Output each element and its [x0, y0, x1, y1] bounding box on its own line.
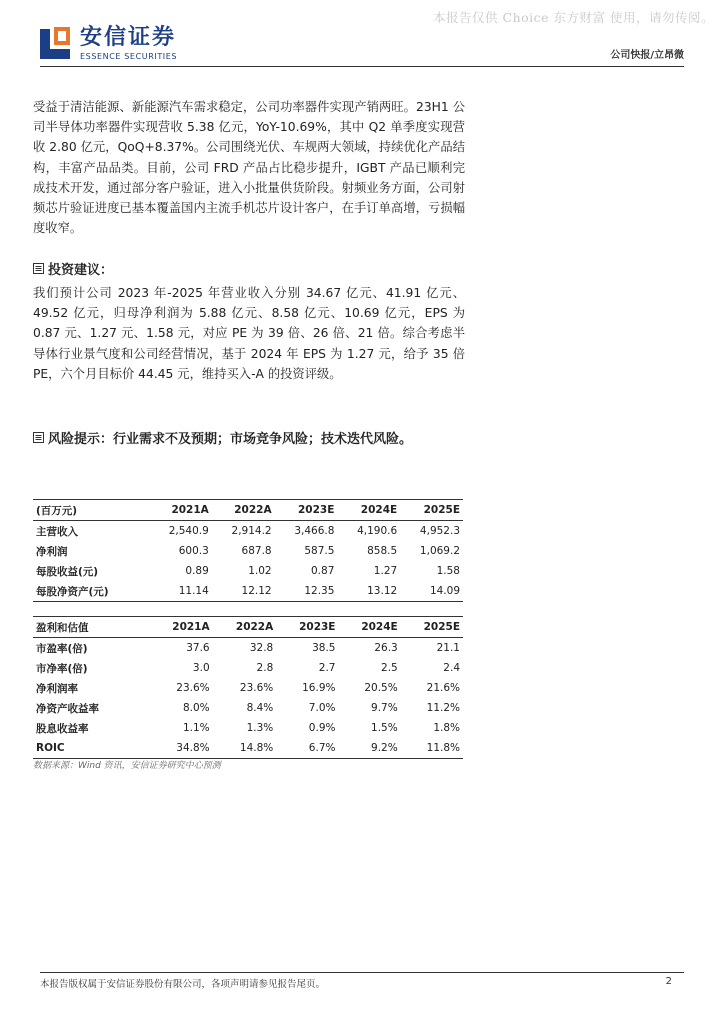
table-cell: 16.9% — [302, 682, 336, 694]
column-header: 2025E — [423, 504, 460, 516]
page-number: 2 — [665, 976, 672, 987]
investment-paragraph: 我们预计公司 2023 年-2025 年营业收入分别 34.67 亿元、41.91 亿元、49.52 亿元，归母净利润为 5.88 亿元、8.58 亿元、10.69 亿元，EPS 为 0.87 元、1.27 元、1.58 元，对应 PE 为 39 倍、26 倍、21 倍。综合考虑半导体行业景气度和公司经营情况，基于 2024 年 EPS 为 1.27 元，给予 35 倍 PE，六个月目标价 44.45 元，维持买入-A 的投资评级。 — [33, 286, 465, 381]
table-cell: 11.14 — [178, 585, 209, 597]
data-source-note: 数据来源：Wind 资讯，安信证券研究中心预测 — [33, 761, 221, 771]
row-label: 市盈率(倍) — [36, 642, 88, 655]
table-cell: 9.2% — [371, 742, 398, 754]
table-header-row — [33, 500, 463, 521]
table-cell: 0.9% — [308, 722, 336, 734]
logo-mark-icon — [40, 27, 72, 61]
table-cell: 14.09 — [429, 585, 460, 597]
business-paragraph: 受益于清洁能源、新能源汽车需求稳定，公司功率器件实现产销两旺。23H1 公司半导体功率器件实现营收 5.38 亿元，YoY-10.69%，其中 Q2 单季度实现营收 2.80 亿元，QoQ+8.37%。公司围绕光伏、车规两大领域，持续优化产品结构，丰富产品品类。目前，公司 FRD 产品占比稳步提升，IGBT 产品已顺利完成技术开发，通过部分客户验证，进入小批量供货阶段。射频业务方面，公司射频芯片验证进度已基本覆盖国内主流手机芯片设计客户，在手订单高增，亏损幅度收窄。 — [33, 100, 465, 236]
valuation-table — [33, 616, 463, 759]
table-row — [33, 561, 463, 581]
column-header: 盈利和估值 — [36, 621, 89, 634]
row-label: ROIC — [36, 742, 65, 754]
table-body — [33, 521, 463, 602]
table-cell: 1.1% — [182, 722, 210, 734]
company-logo — [40, 26, 177, 61]
row-label: 净利润 — [36, 545, 68, 558]
table-header-row — [33, 617, 463, 638]
header-divider — [40, 66, 684, 67]
table-cell: 12.12 — [241, 585, 272, 597]
table-row — [33, 678, 463, 698]
table-cell: 21.1 — [436, 642, 460, 654]
row-label: 每股收益(元) — [36, 565, 99, 578]
table-cell: 14.8% — [239, 742, 274, 754]
document-icon — [33, 263, 44, 274]
financial-summary-table — [33, 499, 463, 602]
table-cell: 7.0% — [308, 702, 336, 714]
table-cell: 37.6 — [186, 642, 210, 654]
table-cell: 600.3 — [178, 545, 209, 557]
table-cell: 2.7 — [318, 662, 336, 674]
table-cell: 1.3% — [246, 722, 274, 734]
table-row — [33, 718, 463, 738]
table-cell: 0.87 — [311, 565, 335, 577]
footer-disclaimer: 本报告版权属于安信证券股份有限公司，各项声明请参见报告尾页。 — [40, 979, 326, 990]
table-cell: 23.6% — [239, 682, 274, 694]
table-cell: 587.5 — [304, 545, 335, 557]
table-cell: 4,190.6 — [357, 525, 398, 537]
table-cell: 0.89 — [185, 565, 209, 577]
table-cell: 2.5 — [381, 662, 398, 674]
row-label: 股息收益率 — [36, 722, 89, 735]
section-title: 风险提示：行业需求不及预期；市场竞争风险；技术迭代风险。 — [48, 432, 413, 447]
logo-chinese: 安信证券 — [80, 25, 177, 50]
table-body — [33, 638, 463, 759]
column-header: 2023E — [299, 621, 336, 633]
logo-english: ESSENCE SECURITIES — [80, 52, 178, 61]
table-cell: 687.8 — [241, 545, 272, 557]
table-cell: 1.58 — [436, 565, 460, 577]
footer-divider — [40, 972, 684, 973]
table-cell: 1.02 — [248, 565, 272, 577]
table-cell: 32.8 — [249, 642, 274, 654]
watermark-text: 本报告仅供 Choice 东方财富 使用，请勿传阅。 — [433, 10, 714, 25]
table-cell: 1.27 — [373, 565, 398, 577]
table-cell: 9.7% — [371, 702, 398, 714]
table-cell: 858.5 — [367, 545, 398, 557]
table-row — [33, 541, 463, 561]
table-cell: 38.5 — [312, 642, 336, 654]
table-cell: 26.3 — [374, 642, 398, 654]
table-cell: 8.0% — [182, 702, 210, 714]
column-header: 2025E — [423, 621, 460, 633]
table-cell: 2.4 — [443, 662, 460, 674]
table-cell: 11.8% — [426, 742, 460, 754]
table-row — [33, 581, 463, 602]
column-header: 2023E — [297, 504, 335, 516]
table-row — [33, 658, 463, 678]
column-header: (百万元) — [36, 504, 78, 517]
table-cell: 8.4% — [246, 702, 274, 714]
table-row — [33, 521, 463, 542]
table-cell: 3.0 — [192, 662, 210, 674]
investment-advice-heading — [33, 259, 113, 278]
column-header: 2021A — [172, 621, 210, 633]
document-icon — [33, 432, 44, 443]
risk-heading — [33, 428, 412, 447]
table-cell: 4,952.3 — [419, 525, 460, 537]
column-header: 2022A — [234, 504, 272, 516]
column-header: 2024E — [360, 504, 398, 516]
row-label: 净资产收益率 — [36, 702, 99, 715]
row-label: 净利润率 — [36, 682, 78, 695]
table-cell: 2,914.2 — [231, 525, 272, 537]
row-label: 每股净资产(元) — [36, 585, 109, 598]
report-category: 公司快报/立昂微 — [610, 50, 684, 61]
table-row — [33, 698, 463, 718]
table-cell: 1,069.2 — [419, 545, 460, 557]
table-cell: 34.8% — [176, 742, 210, 754]
table-cell: 11.2% — [426, 702, 460, 714]
table-row — [33, 738, 463, 759]
table-cell: 13.12 — [367, 585, 398, 597]
column-header: 2021A — [171, 504, 209, 516]
table-cell: 12.35 — [304, 585, 335, 597]
table-cell: 2,540.9 — [168, 525, 209, 537]
table-row — [33, 638, 463, 659]
row-label: 市净率(倍) — [36, 662, 88, 675]
table-cell: 20.5% — [364, 682, 398, 694]
table-cell: 2.8 — [256, 662, 274, 674]
column-header: 2022A — [235, 621, 274, 633]
table-cell: 1.5% — [371, 722, 398, 734]
column-header: 2024E — [361, 621, 398, 633]
table-cell: 21.6% — [426, 682, 460, 694]
row-label: 主营收入 — [36, 525, 78, 538]
table-cell: 3,466.8 — [294, 525, 335, 537]
table-cell: 1.8% — [433, 722, 460, 734]
section-title: 投资建议： — [48, 263, 114, 278]
table-cell: 23.6% — [176, 682, 210, 694]
table-cell: 6.7% — [308, 742, 336, 754]
